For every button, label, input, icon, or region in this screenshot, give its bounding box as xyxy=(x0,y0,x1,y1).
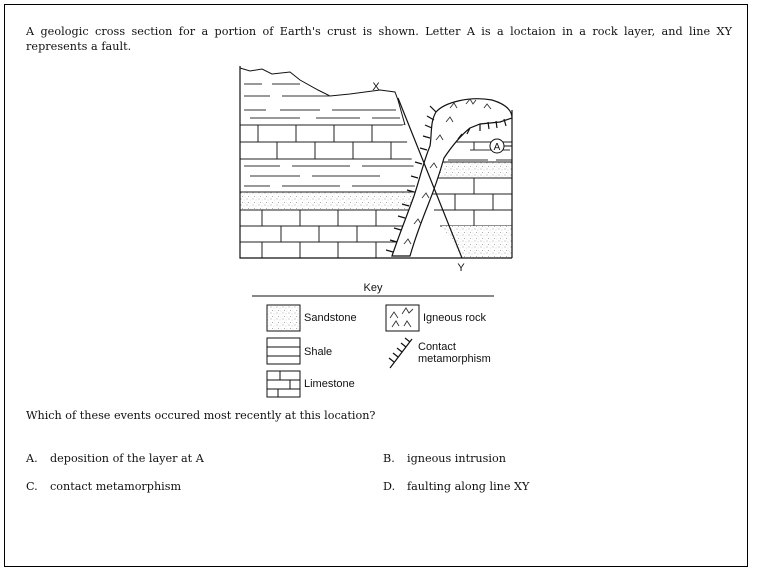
sandstone-swatch xyxy=(267,305,300,331)
igneous-swatch xyxy=(386,305,419,331)
key-sandstone-label: Sandstone xyxy=(304,312,357,324)
left-fault-block xyxy=(240,68,420,258)
choice-d[interactable] xyxy=(383,480,529,493)
choice-letter: C. xyxy=(26,480,38,493)
choice-a[interactable] xyxy=(26,452,204,465)
question-prompt: Which of these events occured most recently at this location? xyxy=(26,409,376,422)
choice-text: igneous intrusion xyxy=(407,452,506,465)
label-a: A xyxy=(493,142,501,153)
choice-letter: B. xyxy=(383,452,395,465)
key-limestone-label: Limestone xyxy=(304,378,355,390)
question-intro: A geologic cross section for a portion of Earth's crust is shown. Letter A is a loctaion in a rock layer, and line XY represents a fault. xyxy=(26,25,732,53)
choice-text: deposition of the layer at A xyxy=(50,452,204,465)
choice-text: contact metamorphism xyxy=(50,480,182,493)
key-contact-label-2: metamorphism xyxy=(418,353,491,365)
label-x: X xyxy=(372,81,380,93)
limestone-swatch xyxy=(267,371,300,397)
key-igneous-label: Igneous rock xyxy=(423,312,486,324)
choice-letter: D. xyxy=(383,480,396,493)
key-legend xyxy=(252,282,494,397)
shale-swatch xyxy=(267,338,300,364)
label-y: Y xyxy=(457,262,465,274)
key-title: Key xyxy=(363,282,383,294)
contact-metamorphism-symbol xyxy=(389,338,412,368)
key-contact-label-1: Contact xyxy=(418,341,456,353)
choice-b[interactable] xyxy=(383,452,506,465)
choice-letter: A. xyxy=(26,452,38,465)
choice-text: faulting along line XY xyxy=(407,480,530,493)
choice-c[interactable] xyxy=(26,480,181,493)
key-shale-label: Shale xyxy=(304,346,333,358)
